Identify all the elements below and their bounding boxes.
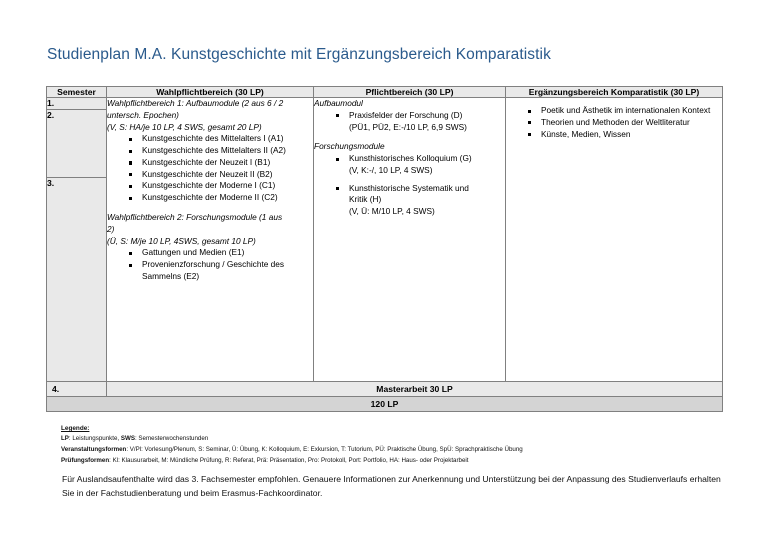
erg-list (506, 105, 722, 140)
legend-label-pruefungsformen: Prüfungsformen (61, 456, 110, 464)
semester-cell-4: 4. (47, 382, 107, 397)
legend-line-veranstaltungsformen (61, 445, 523, 456)
pfb-group2-item1-detail: (V, K:-/, 10 LP, 4 SWS) (349, 164, 433, 175)
table-header-row (47, 87, 723, 98)
legend-label-sws: SWS (120, 435, 135, 443)
legend-text-veranstaltungsformen: : V/Pl: Vorlesung/Plenum, S: Seminar, Ü: Übung, K: Kolloquium, E: Exkursion, T: Tutorium, PÜ: Praktische Übung, SpÜ: Sprachpraktische Übung (126, 446, 523, 454)
spacer (314, 133, 505, 141)
wpb-block2-heading-line2: 2) (107, 223, 115, 234)
semester-cell-1: 1. (47, 98, 107, 110)
wpb-block2-list (107, 247, 313, 282)
pfb-group1-list (314, 110, 505, 122)
pfb-group2-item2-title-line1: Kunsthistorische Systematik und (349, 182, 469, 193)
list-item: Kunstgeschichte des Mittelalters I (A1) (129, 133, 313, 145)
legend-label-lp: LP (61, 435, 69, 443)
legend-label-veranstaltungsformen: Veranstaltungsformen (61, 446, 127, 454)
list-item: Kunstgeschichte des Mittelalters II (A2) (129, 145, 313, 157)
list-item: Kunstgeschichte der Moderne I (C1) (129, 180, 313, 192)
cell-pflichtbereich (314, 98, 506, 382)
list-item: Künste, Medien, Wissen (528, 129, 722, 141)
legend (61, 423, 523, 467)
table-row-semester-1 (47, 98, 723, 110)
list-item: Theorien und Methoden der Weltliteratur (528, 117, 722, 129)
list-item: Provenienzforschung / Geschichte des Sammelns (E2) (129, 259, 313, 283)
wpb-block2-heading-line3: (Ü, S: M/je 10 LP, 4SWS, gesamt 10 LP) (107, 235, 256, 246)
list-item: Kunstgeschichte der Neuzeit II (B2) (129, 169, 313, 181)
list-item: Gattungen und Medien (E1) (129, 247, 313, 259)
legend-text-pruefungsformen: : Kl: Klausurarbeit, M: Mündliche Prüfung, R: Referat, Prä: Präsentation, Pro: Protokoll, Port: Portfolio, HA: Haus- oder Projektarbeit (109, 456, 469, 464)
pfb-group2-list-a (314, 153, 505, 165)
legend-line-pruefungsformen (61, 456, 523, 467)
pfb-group2-item2-detail: (V, Ü: M/10 LP, 4 SWS) (349, 206, 435, 217)
column-header-semester: Semester (47, 87, 107, 98)
spacer (107, 204, 313, 212)
pfb-group2-item2-title-line2: Kritik (H) (349, 194, 382, 205)
cell-ergaenzungsbereich (506, 98, 723, 382)
table-row-masterarbeit (47, 382, 723, 397)
list-item: Kunstgeschichte der Moderne II (C2) (129, 192, 313, 204)
footnote-text: Für Auslandsaufenthalte wird das 3. Fachsemester empfohlen. Genauere Informationen zur Anerkennung und Unterstützung bei der Anpassung des Studienverlaufs erhalten Sie in der Fachstudienberatung und beim Erasmus-Fachkoordinator. (62, 474, 721, 498)
legend-text-sws: : Semesterwochenstunden (134, 435, 209, 443)
wpb-block1-list (107, 133, 313, 204)
total-credits-label: 120 LP (47, 397, 723, 412)
pfb-group2-heading: Forschungsmodule (314, 141, 385, 152)
list-item: Kunstgeschichte der Neuzeit I (B1) (129, 157, 313, 169)
wpb-block1-heading-line3: (V, S: HA/je 10 LP, 4 SWS, gesamt 20 LP) (107, 121, 262, 132)
pfb-group1-item-detail: (PÜ1, PÜ2, E:-/10 LP, 6,9 SWS) (349, 121, 467, 132)
table-row-total (47, 397, 723, 412)
semester-cell-3: 3. (47, 178, 107, 382)
page-title: Studienplan M.A. Kunstgeschichte mit Ergänzungsbereich Komparatistik (47, 46, 551, 63)
wpb-block1-heading-line2: untersch. Epochen) (107, 109, 179, 120)
list-item (336, 110, 505, 122)
masterarbeit-label: Masterarbeit 30 LP (107, 382, 723, 397)
pfb-group1-item-title: Praxisfelder der Forschung (D) (349, 109, 463, 120)
cell-wahlpflichtbereich (107, 98, 314, 382)
legend-line-abbreviations (61, 434, 523, 445)
list-item: Poetik und Ästhetik im internationalen Kontext (528, 105, 722, 117)
legend-text-lp: : Leistungspunkte, (68, 435, 121, 443)
pfb-group2-list-b (314, 183, 505, 207)
table-body (47, 98, 723, 412)
study-plan-table (46, 86, 723, 412)
column-header-wahlpflichtbereich: Wahlpflichtbereich (30 LP) (107, 87, 314, 98)
legend-title: Legende: (61, 425, 90, 432)
wpb-block1-heading-line1: Wahlpflichtbereich 1: Aufbaumodule (2 aus 6 / 2 (107, 98, 284, 108)
list-item (336, 153, 505, 165)
pfb-group1-heading: Aufbaumodul (314, 98, 363, 108)
column-header-ergaenzungsbereich: Ergänzungsbereich Komparatistik (30 LP) (506, 87, 723, 98)
list-item (336, 183, 505, 207)
pfb-group2-item1-title: Kunsthistorisches Kolloquium (G) (349, 153, 472, 164)
semester-cell-2: 2. (47, 110, 107, 178)
column-header-pflichtbereich: Pflichtbereich (30 LP) (314, 87, 506, 98)
table-header (47, 87, 723, 98)
wpb-block2-heading-line1: Wahlpflichtbereich 2: Forschungsmodule (1 aus (107, 212, 283, 223)
